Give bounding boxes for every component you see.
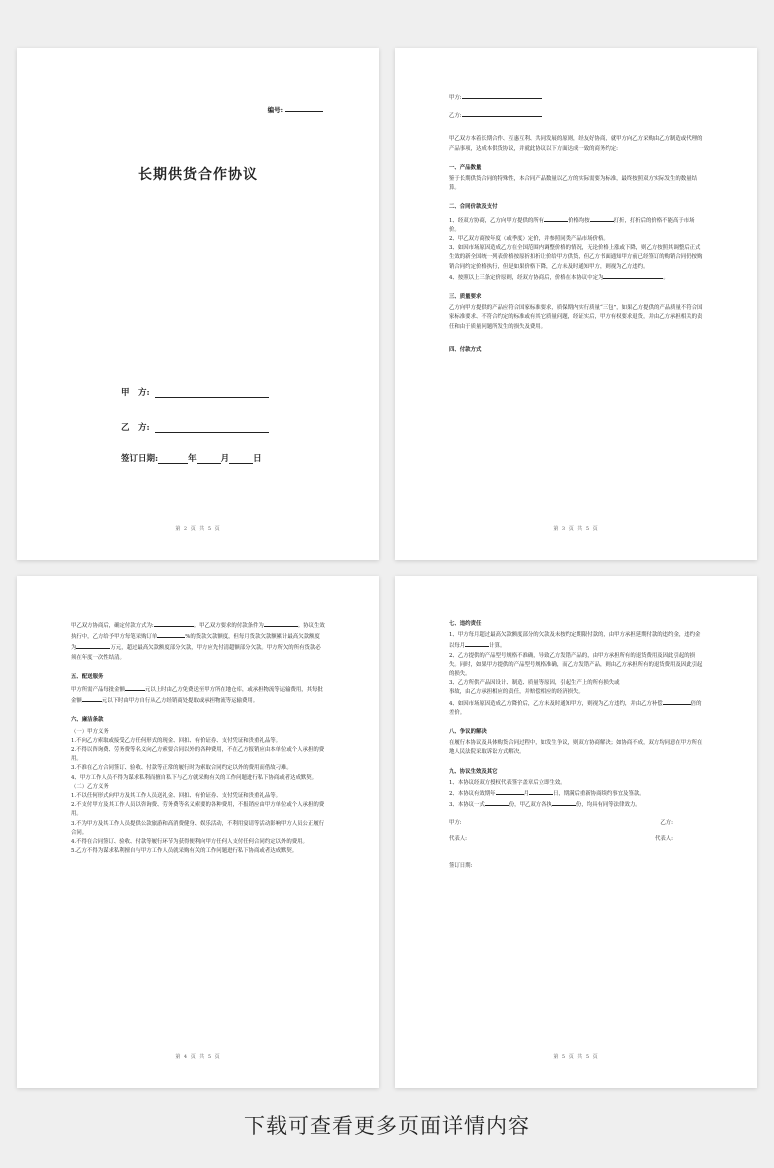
- party-b-signature-label: 乙方:: [660, 820, 673, 827]
- paragraph: 4、如因市场原因造成乙方降价后，乙方未及时通知甲方，则视为乙方违约，并由乙方补偿 倍的差价。: [449, 698, 703, 718]
- section-heading: 一、产品数量: [449, 164, 482, 171]
- paragraph: 5.乙方不得为谋求私利擅自与甲方工作人员就采购有关的工作问题进行私下协商或者达成默契。: [71, 848, 298, 855]
- paragraph: 鉴于长期供货合同的特殊性，本合同产品数量以乙方的实际需要为标准，最终按照双方实际发生的数量结算。: [449, 176, 697, 192]
- signing-date-label: 签订日期:: [121, 454, 159, 464]
- paragraph: 3、本协议一式 份，甲乙双方各执 份，均具有同等法律效力。: [449, 799, 703, 810]
- page-number: 第 5 页 共 5 页: [553, 1054, 599, 1060]
- section-heading: 八、争议的解决: [449, 729, 487, 736]
- paragraph: 3、如因市场原因造成乙方在全国范围内调整价格的情况，无论价格上涨或下降，则乙方按照其调整后正式生效的新全国统一列表价格按原折扣折让价给甲方供货，但乙方书面通知甲方前已经签订的购销合同仍按购销合同约定价格执行，但是如果价格下降，乙方未及时通知甲方，则视为乙方违约。: [449, 245, 703, 270]
- section-heading: 九、协议生效及其它: [449, 768, 498, 775]
- party-a-blank: [155, 397, 269, 398]
- page-number: 第 3 页 共 5 页: [553, 526, 599, 532]
- paragraph: 3.不为甲方及其工作人员提供公款旅游和高消费健身、娱乐活动，不利用宴请等活动影响甲方人员公正履行合同。: [71, 820, 325, 836]
- document-page-cover: [17, 48, 379, 560]
- contract-number: [268, 105, 323, 114]
- paragraph: 甲方所需产品每批金额 元以上时由乙方免费送至甲方所在地仓库，或承担物流等运输费用，其每批金额 元以下时由甲方自行从乙方经销商处提取或承担物流等运输费用。: [71, 684, 325, 706]
- contract-number-label: 编号:: [267, 106, 283, 114]
- paragraph: 1、经双方协商，乙方向甲方提供的所有 价格均按 打折，打折后的价格不能高于市场价。: [449, 215, 703, 235]
- paragraph: 3.不准在乙方合同签订、验收、付款等正常的履行时为索取合同约定以外的费用而借故刁难。: [71, 765, 292, 772]
- document-page-4: [17, 576, 379, 1088]
- sub-heading: （一）甲方义务: [71, 728, 109, 735]
- signature-row: [449, 819, 703, 828]
- party-b-label: 乙 方:: [121, 423, 150, 433]
- paragraph: 2、本协议有效期年 月 日，期满后重新协商续约事宜及签款。: [449, 788, 703, 799]
- section-heading: 二、合同价款及支付: [449, 204, 498, 211]
- paragraph: 4、甲方工作人员不得为谋求私利而擅自私下与乙方就采购有关的工作问题进行私下协商或者达成默契。: [71, 774, 318, 781]
- paragraph: 甲乙双方协商后，确定付款方式为: 。甲乙双方要求的付款条件为 。协议生效执行中，乙方给予甲方每笔采购订单 %的货款欠款额度，但每月货款欠款额累计最高欠款额度为 万元，超过最高欠款额度部分欠款，甲方应先付清超额部分欠款。甲方所欠的所有货款必须在年度一次性结清。: [71, 620, 325, 663]
- paragraph: 1.不以任何形式向甲方及其工作人员送礼金、回扣、有价证券、支付凭证和贵重礼品等。: [71, 793, 281, 800]
- sign-date-label: 签订日期:: [449, 862, 473, 869]
- paragraph: 乙方向甲方提供的产品应符合国家标准要求，质保期内实行质量“三包”，如果乙方提供的产品质量不符合国家标准要求、不符合约定的标准或有其它质量问题，经证实后，甲方有权要求退货，并由乙方承担相关的责任和由于质量问题所发生的损失及费用。: [449, 305, 703, 330]
- party-a-label: 甲 方:: [121, 388, 150, 398]
- paragraph: 事故，由乙方承担相应的责任，并赔偿相应的经济损失。: [449, 689, 584, 696]
- intro-paragraph: 甲乙双方本着长期合作、互惠互利、共同发展的原则，经友好协商，就甲方向乙方采购由乙方制造或代理的产品事项，达成本供货协议，并就此协议以下方面达成一致的商务约定:: [449, 136, 703, 152]
- representative-row: [449, 835, 703, 844]
- party-b-representative-label: 代表人:: [655, 835, 673, 842]
- party-b-blank: [155, 432, 269, 433]
- section-heading: 五、配送服务: [71, 673, 104, 680]
- paragraph: 2.不支付甲方及其工作人员以咨询费、劳务费等名义索要的各种费用，不报销应由甲方单位或个人承担的费用。: [71, 802, 325, 818]
- document-page-5: [395, 576, 757, 1088]
- download-caption: 下载可查看更多页面详情内容: [244, 1114, 530, 1138]
- party-b-line: 乙方:: [449, 110, 703, 121]
- document-title: 长期供货合作协议: [138, 167, 258, 183]
- section-heading: 三、质量要求: [449, 294, 482, 301]
- party-a-field: [121, 386, 269, 398]
- page-content: [449, 620, 703, 871]
- paragraph: 2、乙方提供的产品型号规格不准确，导致乙方发错产品的，由甲方承担所有的退货费用及因此引起的损失。同时，如果甲方提供的产品型号规格准确，而乙方发错产品，则由乙方承担所有的退货费用及因此引起的损失。: [449, 652, 703, 678]
- section-heading: 四、付款方式: [449, 346, 482, 353]
- paragraph: 1、甲方每月超过最高欠款额度部分的欠款及未按约定期限付款的，由甲方承担延期付款的违约金，违约金以每月 计算。: [449, 632, 701, 650]
- signing-date-field: 签订日期: 年 月 日: [121, 454, 262, 464]
- paragraph: 1.不向乙方索取或接受乙方任何形式的现金、回扣、有价证券、支付凭证和贵重礼品等。: [71, 737, 281, 744]
- paragraph: 4、按照以上三条定价原则，经双方协商后，价格在本协议中定为 。: [449, 272, 703, 283]
- paragraph: 在履行本协议及具体购货合同过程中，如发生争议，则双方协商解决；如协商不成，双方均同意在甲方所在地人民法院采取诉讼方式解决。: [449, 740, 703, 756]
- party-a-signature-label: 甲方:: [449, 820, 462, 827]
- section-heading: 七、违约责任: [449, 621, 482, 627]
- party-a-line: 甲方:: [449, 92, 703, 103]
- page-content: [71, 620, 325, 856]
- sub-heading: （二）乙方义务: [71, 783, 109, 790]
- section-heading: 六、廉洁条款: [71, 717, 104, 724]
- party-b-field: [121, 421, 269, 433]
- paragraph: 1、本协议经双方授权代表签字盖章后立即生效。: [449, 779, 566, 786]
- party-a-representative-label: 代表人:: [449, 835, 467, 842]
- document-page-3: [395, 48, 757, 560]
- paragraph: 2、甲乙双方商按年度（或季度）定价，并参照同类产品市场价格。: [449, 236, 609, 243]
- contract-number-blank: [285, 111, 323, 112]
- page-number: 第 2 页 共 5 页: [175, 526, 221, 532]
- page-content: [449, 92, 703, 357]
- paragraph: 2.不得以咨询费、劳务费等名义向乙方索要合同以外的各种费用，不在乙方报销应由本单位或个人承担的费用。: [71, 747, 325, 763]
- page-number: 第 4 页 共 5 页: [175, 1054, 221, 1060]
- paragraph: 3、乙方所供产品因设计、制造、质量等原因，引起生产上的所有损失或: [449, 680, 620, 687]
- paragraph: 4.不得在合同签订、验收、付款等履行环节为获得便利向甲方任何人支付任何合同约定以外的费用。: [71, 839, 308, 846]
